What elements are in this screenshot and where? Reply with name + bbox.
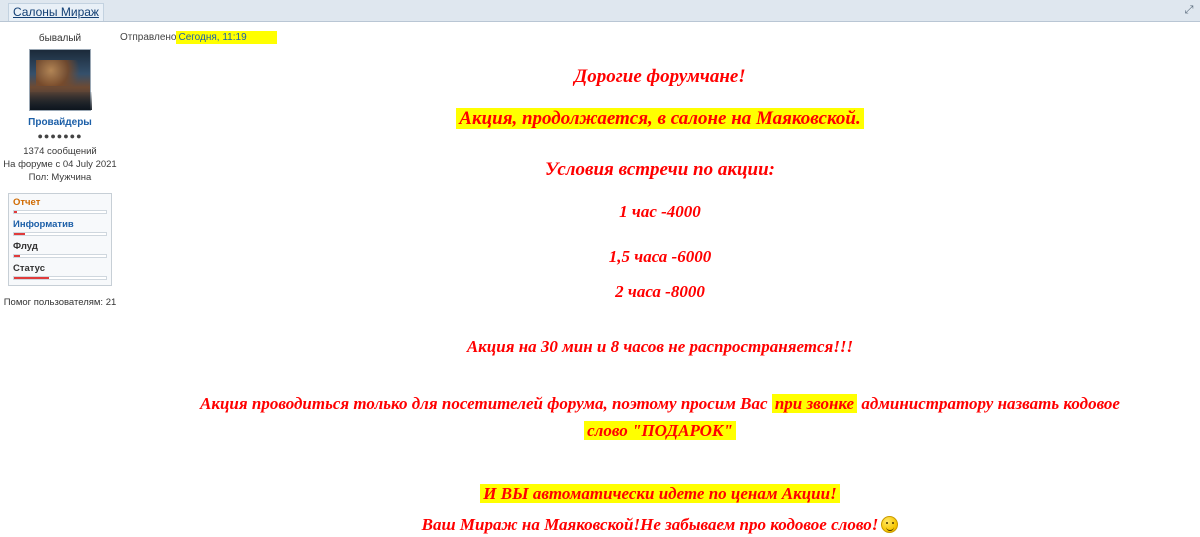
author-column	[0, 22, 120, 309]
post-line-codeword-word	[130, 420, 1190, 443]
breadcrumb-link-salony-mirazh[interactable]: Салоны Мираж	[8, 3, 104, 21]
smiley-face-icon	[881, 516, 898, 533]
stat-row	[13, 197, 107, 214]
stat-label-otchet: Отчет	[13, 197, 41, 208]
author-gender: Пол: Мужчина	[28, 172, 92, 183]
post-line-price-1-5h: 1,5 часа -6000	[608, 246, 712, 266]
author-group-label[interactable]: Провайдеры	[28, 117, 92, 128]
stat-bar-flud	[13, 254, 107, 258]
post-line-conditions: Условия встречи по акции:	[544, 159, 775, 181]
post-codeword-highlight: при звонке	[772, 394, 857, 413]
user-avatar[interactable]	[29, 49, 91, 111]
post-line-signature	[130, 514, 1190, 537]
post-codeword-part2: администратору назвать кодовое	[857, 393, 1120, 413]
stat-bar-otchet	[13, 210, 107, 214]
post-auto-prices-text: И ВЫ автоматически идете по ценам Акции!	[480, 484, 839, 503]
post-line-codeword-intro	[130, 391, 1190, 417]
post-sent-label: Отправлено	[120, 32, 177, 43]
post-line-price-2h: 2 часа -8000	[615, 281, 705, 301]
post-line-promo	[130, 106, 1190, 132]
stat-label-flud: Флуд	[13, 241, 38, 252]
post-line-greeting: Дорогие форумчане!	[574, 66, 746, 87]
stat-bar-informativ	[13, 232, 107, 236]
post-line-exclusions: Акция на 30 мин и 8 часов не распространяется!!!	[466, 336, 854, 356]
stat-row	[13, 263, 107, 280]
stat-label-status: Статус	[13, 263, 46, 274]
post-line-promo-text: Акция, продолжается, в салоне на Маяковской.	[456, 108, 863, 129]
author-rank-pips: ●●●●●●●	[37, 131, 83, 141]
author-helped-count: Помог пользователям: 21	[3, 297, 117, 308]
stat-label-informativ: Информатив	[13, 219, 74, 230]
stat-row	[13, 219, 107, 236]
author-join-date: На форуме с 04 July 2021	[3, 159, 117, 170]
breadcrumb-bar	[0, 0, 1200, 22]
post-container	[0, 22, 1200, 535]
post-line-price-1h: 1 час -4000	[619, 201, 701, 221]
post-codeword-word-text: слово "ПОДАРОК"	[584, 421, 736, 440]
stat-bar-status	[13, 276, 107, 280]
expand-icon[interactable]: ⤢	[1184, 4, 1194, 16]
author-stats-box	[8, 193, 112, 286]
stat-row	[13, 241, 107, 258]
post-body	[130, 50, 1190, 537]
post-codeword-part1: Акция проводиться только для посетителей форума, поэтому просим Вас	[200, 393, 772, 413]
author-rank: бывалый	[38, 33, 82, 44]
post-signature-text: Ваш Мираж на Маяковской!Не забываем про кодовое слово!	[421, 515, 879, 535]
post-sent-time: Сегодня, 11:19	[176, 31, 276, 44]
author-message-count: 1374 сообщений	[23, 146, 97, 157]
post-timestamp	[120, 32, 277, 43]
post-line-auto-prices	[130, 483, 1190, 506]
